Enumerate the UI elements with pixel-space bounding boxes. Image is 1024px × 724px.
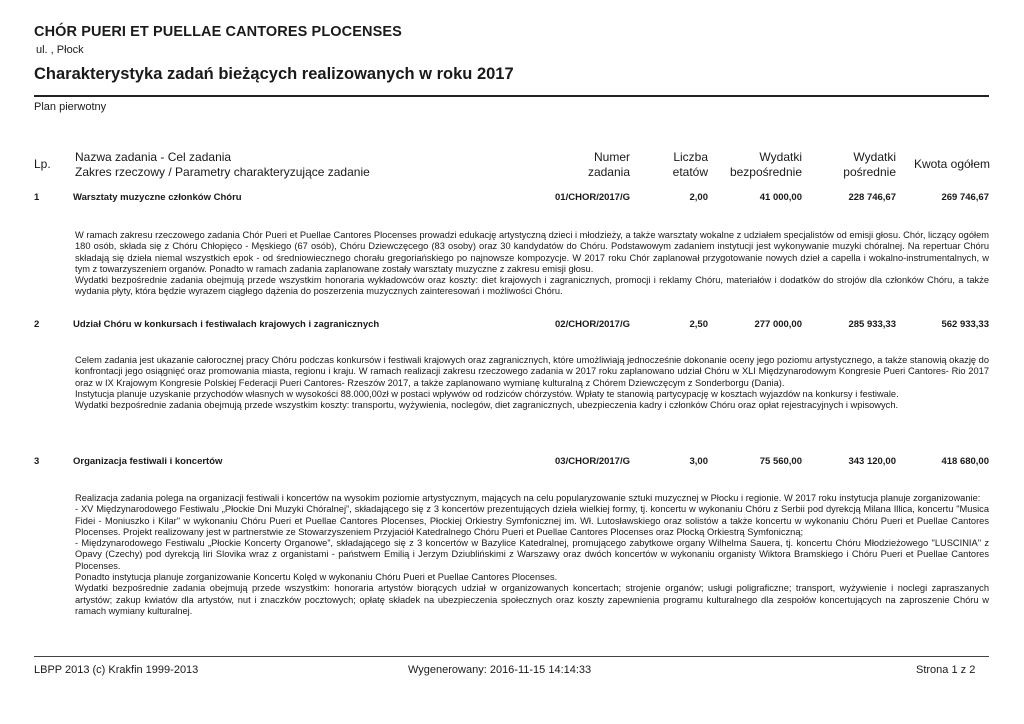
column-header-lp: Lp.: [34, 157, 51, 171]
task-kwota: 269 746,67: [941, 192, 989, 203]
column-header-numer-line1: Numer: [593, 150, 630, 164]
task-wydatki-posrednie: 228 746,67: [848, 192, 896, 203]
column-header-name-line1: Nazwa zadania - Cel zadania: [75, 150, 232, 164]
column-header-etaty-line1: Liczba: [673, 150, 708, 164]
task-wydatki-bezposrednie: 41 000,00: [759, 192, 802, 203]
task-wydatki-bezposrednie: 277 000,00: [754, 319, 802, 330]
column-header-etaty-line2: etatów: [672, 165, 708, 179]
task-number: 02/CHOR/2017/G: [555, 319, 630, 330]
column-header-wydatki-posrednie: [820, 150, 896, 180]
task-kwota: 562 933,33: [941, 319, 989, 330]
title-divider: [34, 95, 989, 97]
footer-software: LBPP 2013 (c) Krakfin 1999-2013: [34, 664, 199, 676]
document-title: Charakterystyka zadań bieżących realizowanych w roku 2017: [34, 65, 514, 83]
task-description: Celem zadania jest ukazanie całorocznej pracy Chóru podczas konkursów i festiwali krajowych oraz zagranicznych, które umożliwiają jednocześnie dokonanie oceny jego poziomu artystycznego, a także stanowią okazję do konfrontacji jego osiągnięć oraz promowania miasta, regionu i kraju. W ramach realizacji zakresu rzeczowego zadania w 2017 roku zaplanowano udział Chóru w XLI Międzynarodowym Kongresie Pueri Cantores- Rio 2017 oraz w IX Krajowym Kongresie Polskiej Federacji Pueri Cantores- Rzeszów 2017, a także zaplanowano wymianę kulturalną z Chórem Dziewczęcym z Sonderborgu (Dania). Instytucja planuje uzyskanie przychodów własnych w wysokości 88.000,00zł w postaci wpływów od rodziców chórzystów. Wpłaty te stanowią partycypację w kosztach wyjazdów na konkursy i festiwale. Wydatki bezpośrednie zadania obejmują przede wszystkim koszty: transportu, wyżywienia, noclegów, diet zagranicznych, ubezpieczenia kadry i członków Chóru oraz opłat rejestracyjnych i wpisowych.: [75, 355, 989, 411]
task-lp: 1: [34, 192, 40, 203]
column-header-wydatki-p-line1: Wydatki: [853, 150, 896, 164]
plan-label: Plan pierwotny: [34, 101, 107, 113]
footer-divider: [34, 656, 989, 657]
task-name: Warsztaty muzyczne członków Chóru: [73, 192, 242, 203]
task-description: Realizacja zadania polega na organizacji festiwali i koncertów na wysokim poziomie artystycznym, mających na celu popularyzowanie sztuki muzycznej w Płocku i regionie. W 2017 roku instytucja planuje zorganizowanie: - XV Międzynarodowego Festiwalu „Płockie Dni Muzyki Chóralnej”, składającego się z 3 koncertów prezentujących dzieła wielkiej formy, tj. koncertu w wykonaniu Chóru z Serbii pod dyrekcją Milana Illica, koncertu "Musica Fidei - Moniuszko i Kilar" w wykonaniu Chóru Pueri et Puellae Cantores Plocenses, Płockiej Orkiestry Symfonicznej im. Wł. Lutosławskiego oraz solistów a także koncertu w wykonaniu Chóru Pueri et Puellae Cantores Plocenses. Projekt realizowany jest w partnerstwie ze Stowarzyszeniem Przyjaciół Katedralnego Chóru Pueri et Puellae Cantores Plocenses oraz Płocką Orkiestrą Symfoniczną; - Międzynarodowego Festiwalu „Płockie Koncerty Organowe”, składającego się z 3 koncertów w Bazylice Katedralnej, promującego zabytkowe organy Wilhelma Sauera, tj. koncertu Chóru Młodzieżowego "LUSCINIA" z Opavy (Czechy) pod dyrekcją Iiri Slovika wraz z organistami - państwem Emilią i Jerzym Dziublińskimi z Warszawy oraz dwóch koncertów w wykonaniu organisty Wiktora Bramskiego i Chóru Pueri et Puellae Cantores Plocenses. Ponadto instytucja planuje zorganizowanie Koncertu Kolęd w wykonaniu Chóru Pueri et Puellae Cantores Plocenses. Wydatki bezpośrednie zadania obejmują przede wszystkim: honoraria artystów biorących udział w organizowanych koncertach; strojenie organów; usługi poligraficzne; transport, wyżywienie i noclegi zapraszanych artystów; zakup kwiatów dla artystów, nut i znaczków pocztowych; opłatę składek na ubezpieczenia społecznych oraz koszty zapewnienia programu kulturalnego dla zespołów koncertujących na zaproszenie Chóru w ramach wymiany kulturalnej.: [75, 493, 989, 616]
column-header-wydatki-b-line1: Wydatki: [759, 150, 802, 164]
task-etaty: 2,00: [689, 192, 708, 203]
column-header-etaty: [660, 150, 708, 180]
column-header-wydatki-bezposrednie: [720, 150, 802, 180]
task-lp: 3: [34, 456, 40, 467]
task-description: W ramach zakresu rzeczowego zadania Chór Pueri et Puellae Cantores Plocenses prowadzi edukację artystyczną dzieci i młodzieży, a także warsztaty wokalne z udziałem specjalistów od emisji głosu. Chór, liczący ogółem 180 osób, składa się z Chóru Chłopięco - Męskiego (67 osób), Chóru Dziewczęcego (83 osoby) oraz 30 kandydatów do Chóru. Podstawowym zadaniem instytucji jest wykonywanie muzyki chóralnej. Na repertuar Chóru składają się dzieła niemal wszystkich epok - od średniowiecznego chorału gregoriańskiego po najnowsze kompozycje. W 2017 roku Chór zaplanował przygotowanie nowych dzieł a capella i wokalno-instrumentalnych, w tym z towarzyszeniem organów. Ponadto w ramach zadania zaplanowane zostały warsztaty muzyczne z zakresu emisji głosu. Wydatki bezpośrednie zadania obejmują przede wszystkim honoraria wykładowców oraz koszty: diet krajowych i zagranicznych, promocji i reklamy Chóru, materiałów i dodatków do strojów dla członków Chóru, a także wydania płyty, która będzie wyrazem ciągłego dążenia do poszerzenia muzycznych zainteresowań i możliwości Chóru.: [75, 230, 989, 297]
organization-name: CHÓR PUERI ET PUELLAE CANTORES PLOCENSES: [34, 24, 402, 40]
task-number: 03/CHOR/2017/G: [555, 456, 630, 467]
task-name: Organizacja festiwali i koncertów: [73, 456, 223, 467]
column-header-name: [75, 150, 370, 180]
task-wydatki-bezposrednie: 75 560,00: [759, 456, 802, 467]
column-header-numer: [560, 150, 630, 180]
task-etaty: 2,50: [689, 319, 708, 330]
column-header-wydatki-p-line2: pośrednie: [843, 165, 896, 179]
task-wydatki-posrednie: 343 120,00: [848, 456, 896, 467]
column-header-wydatki-b-line2: bezpośrednie: [729, 165, 802, 179]
column-header-numer-line2: zadania: [587, 165, 630, 179]
task-name: Udział Chóru w konkursach i festiwalach krajowych i zagranicznych: [73, 319, 380, 330]
task-number: 01/CHOR/2017/G: [555, 192, 630, 203]
column-header-kwota: Kwota ogółem: [913, 157, 990, 171]
task-wydatki-posrednie: 285 933,33: [848, 319, 896, 330]
task-lp: 2: [34, 319, 40, 330]
task-etaty: 3,00: [689, 456, 708, 467]
task-kwota: 418 680,00: [941, 456, 989, 467]
column-header-name-line2: Zakres rzeczowy / Parametry charakteryzujące zadanie: [75, 165, 370, 179]
footer-page-number: Strona 1 z 2: [916, 664, 976, 676]
footer-generated: Wygenerowany: 2016-11-15 14:14:33: [408, 664, 592, 676]
organization-address: ul. , Płock: [36, 44, 84, 56]
